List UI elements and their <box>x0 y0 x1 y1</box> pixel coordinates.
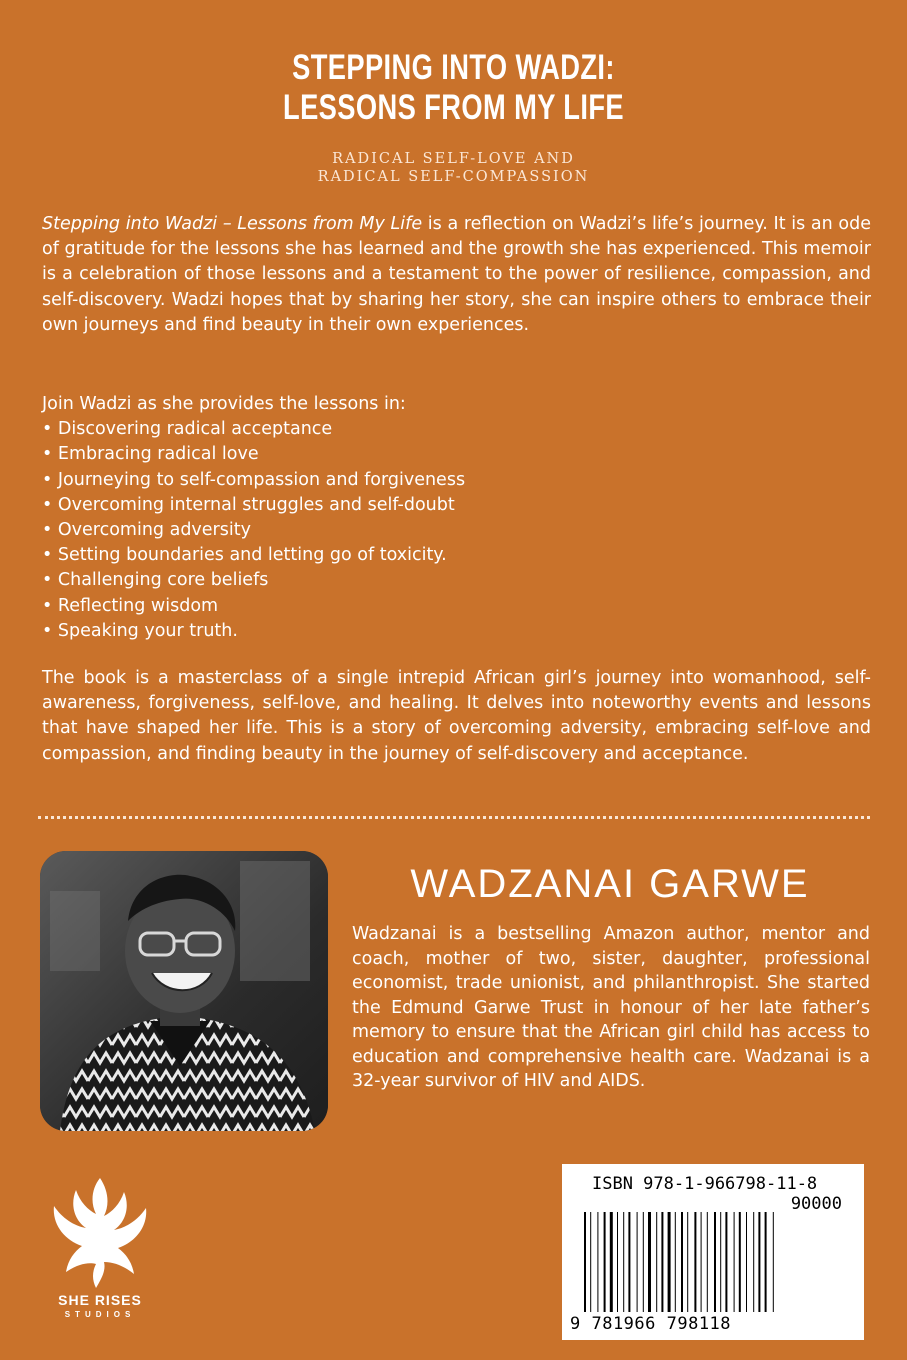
intro-book-title: Stepping into Wadzi – Lessons from My Life <box>42 214 423 234</box>
masterclass-paragraph: The book is a masterclass of a single intrepid African girl’s journey into womanhood, self-awareness, forgiveness, self-love, and healing. It delves into noteworthy events and lessons that have shaped her life. This is a story of overcoming adversity, embracing self-love and compassion, and finding beauty in the journey of self-discovery and acceptance. <box>42 668 871 764</box>
publisher-name: SHE RISES <box>58 1292 142 1308</box>
lesson-item: • Challenging core beliefs <box>42 570 269 591</box>
isbn-text: ISBN 978-1-966798-11-8 <box>592 1174 818 1194</box>
book-title-line-1: STEPPING INTO WADZI: <box>292 48 615 87</box>
book-subtitle <box>0 150 907 186</box>
barcode-panel <box>562 1164 864 1340</box>
lesson-item: • Setting boundaries and letting go of toxicity. <box>42 545 447 566</box>
lesson-item: • Discovering radical acceptance <box>42 419 333 440</box>
lesson-item: • Overcoming internal struggles and self-doubt <box>42 494 455 515</box>
author-bio: Wadzanai is a bestselling Amazon author, mentor and coach, mother of two, sister, daughter, professional economist, trade unionist, and philanthropist. She started the Edmund Garwe Trust in honour of her late father’s memory to ensure that the African girl child has access to education and comprehensive health care. Wadzanai is a 32-year survivor of HIV and AIDS. <box>352 924 870 1091</box>
lessons-heading: Join Wadzi as she provides the lessons in: <box>42 394 406 414</box>
price-addon: 90000 <box>790 1194 842 1214</box>
book-title <box>100 48 807 128</box>
subtitle-line-1: RADICAL SELF-LOVE AND <box>332 151 575 167</box>
author-portrait-illustration <box>40 851 328 1131</box>
lesson-item: • Speaking your truth. <box>42 620 238 641</box>
lesson-item: • Journeying to self-compassion and forgiveness <box>42 469 466 490</box>
subtitle-line-2: RADICAL SELF-COMPASSION <box>317 169 590 185</box>
barcode-number: 9 781966 798118 <box>570 1314 732 1334</box>
lesson-item: • Embracing radical love <box>42 444 259 465</box>
intro-text: is a reflection on Wadzi’s life’s journey. It is an ode of gratitude for the lessons she has learned and the growth she has experienced. This memoir is a celebration of those lessons and a testament to the power of resilience, compassion, and self-discovery. Wadzi hopes that by sharing her story, she can inspire others to embrace their own journeys and find beauty in their own experiences. <box>42 214 871 335</box>
intro-paragraph <box>42 212 871 338</box>
phoenix-icon <box>40 1168 160 1292</box>
author-photo <box>40 851 328 1131</box>
barcode-bars <box>584 1212 846 1312</box>
dotted-divider <box>38 816 870 819</box>
lesson-item: • Overcoming adversity <box>42 520 251 541</box>
publisher-subtitle: STUDIOS <box>64 1310 136 1319</box>
book-title-line-2: LESSONS FROM MY LIFE <box>282 88 624 127</box>
publisher-logo <box>40 1168 160 1326</box>
lesson-item: • Reflecting wisdom <box>42 595 219 616</box>
author-name: WADZANAI GARWE <box>410 862 810 906</box>
lessons-section <box>42 392 871 644</box>
lessons-list <box>42 417 871 644</box>
